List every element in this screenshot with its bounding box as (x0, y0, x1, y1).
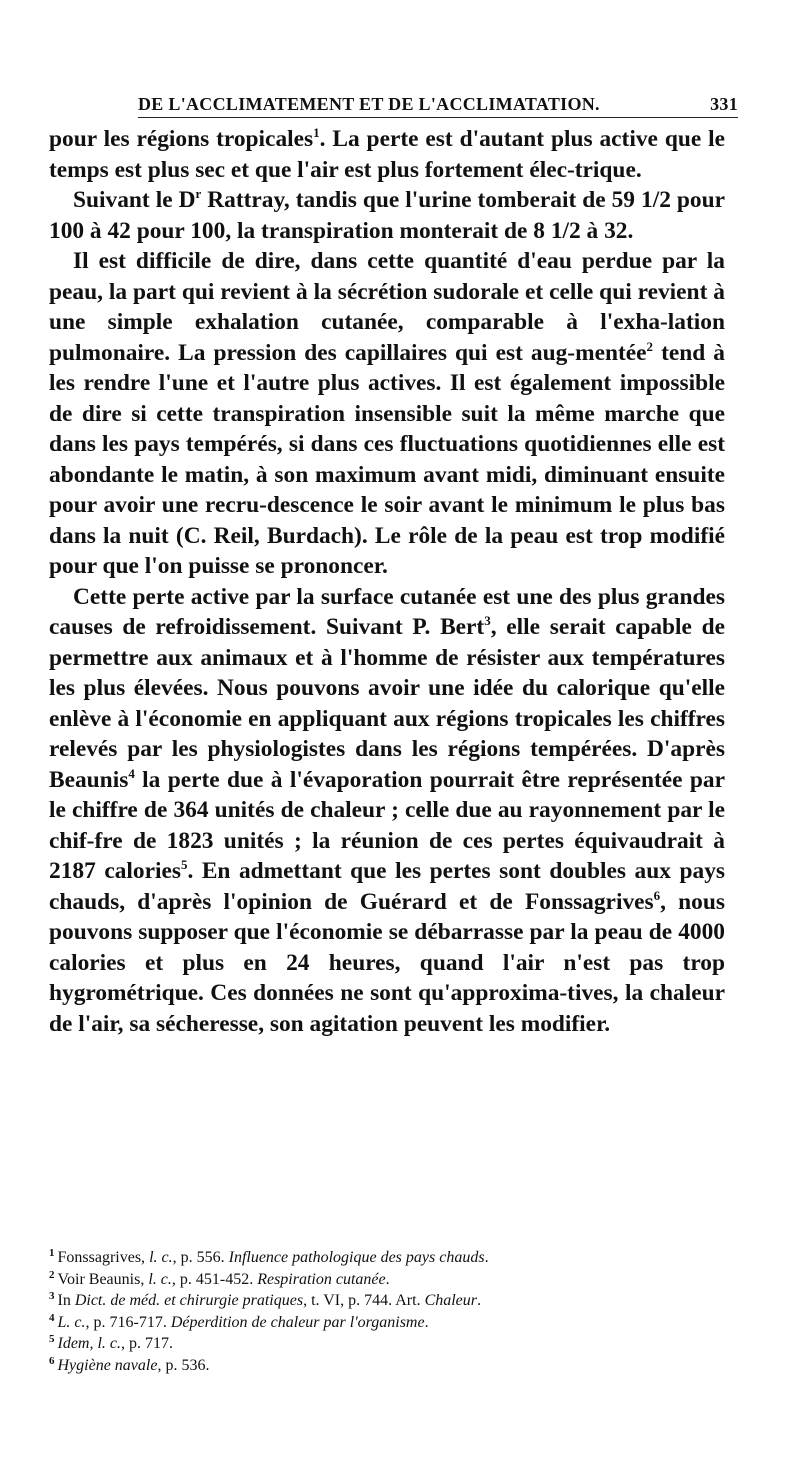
doctor-abbrev-sup: r (195, 186, 202, 201)
footnote-ref-3: 3 (484, 613, 491, 628)
footnote-ref-2: 2 (646, 338, 654, 354)
footnote-ref-4: 4 (128, 765, 135, 781)
paragraph-4: Cette perte active par la surface cutanée est une des plus grandes causes de refroidissement. Suivant P. Bert$^3$, elle serait capable de permettre aux animaux et à l'homme de résister aux températures les plus élevées. Nous pouvons avoir une idée du calorique qu'elle enlève à l'économie en appliquant aux régions tropicales les chiffres relevés par les physiologistes dans les régions tempérées. D'après Beaunis$^4$ la perte due à l'évaporation pourrait être représentée par le chiffre de 364 unités de chaleur ; celle due au rayonnement par le chif-fre de 1823 unités ; la réunion de ces pertes équivaudrait à 2187 calories$^5$. En admettant que les pertes sont doubles aux pays chauds, d'après l'opinion de Guérard et de Fonssagrives$^6$, nous pouvons supposer que l'économie se débarrasse par la peau de 4000 calories et plus en 24 heures, quand l'air n'est pas trop hygrométrique. Ces données ne sont qu'approxima-tives, la chaleur de l'air, sa sécheresse, son agitation peuvent les modifier. (49, 583, 725, 1037)
body-text (49, 124, 725, 1039)
paragraph-2: Suivant le $D^r$ Rattray, tandis que l'urine tomberait de 59 1/2 pour 100 à 42 pour 100, la transpiration monterait de 8 1/2 à 32. (49, 186, 725, 244)
footnote-ref-1: 1 (313, 125, 320, 140)
running-title: DE L'ACCLIMATEMENT ET DE L'ACCLIMATATION. (138, 94, 600, 114)
footnote-4: $^4$ L. c., p. 716-717. Déperdition de chaleur par l'organisme. (49, 1311, 429, 1331)
footnote-ref-6: 6 (653, 887, 661, 903)
page-number: 331 (710, 94, 738, 114)
running-header (138, 94, 738, 115)
footnote-2: $^2$ Voir Beaunis, l. c., p. 451-452. Respiration cutanée. (49, 1268, 390, 1288)
paragraph-3: Il est difficile de dire, dans cette quantité d'eau perdue par la peau, la part qui revient à la sécrétion sudorale et celle qui revient à une simple exhalation cutanée, comparable à l'exha-lation pulmonaire. La pression des capillaires qui est aug-mentée$^2$ tend à les rendre l'une et l'autre plus actives. Il est également impossible de dire si cette transpiration insensible suit la même marche que dans les pays tempérés, si dans ces fluctuations quotidiennes elle est abondante le matin, à son maximum avant midi, diminuant ensuite pour avoir une recru-descence le soir avant le minimum le plus bas dans la nuit (C. Reil, Burdach). Le rôle de la peau est trop modifié pour que l'on puisse se prononcer. (49, 248, 725, 579)
paragraph-1: pour les régions tropicales$^1$. La perte est d'autant plus active que le temps est plus sec et que l'air est plus fortement élec-trique. (49, 125, 725, 183)
footnote-ref-5: 5 (180, 857, 188, 872)
footnote-5: $^5$ Idem, l. c., p. 717. (49, 1333, 174, 1352)
footnote-3: $^3$ In Dict. de méd. et chirurgie pratiques, t. VI, p. 744. Art. Chaleur. (49, 1290, 482, 1309)
footnote-1: $^1$ Fonssagrives, l. c., p. 556. Influence pathologique des pays chauds. (49, 1247, 489, 1266)
footnotes (49, 1247, 725, 1376)
header-rule (138, 117, 738, 118)
footnote-6: $^6$ Hygiène navale, p. 536. (49, 1354, 210, 1374)
